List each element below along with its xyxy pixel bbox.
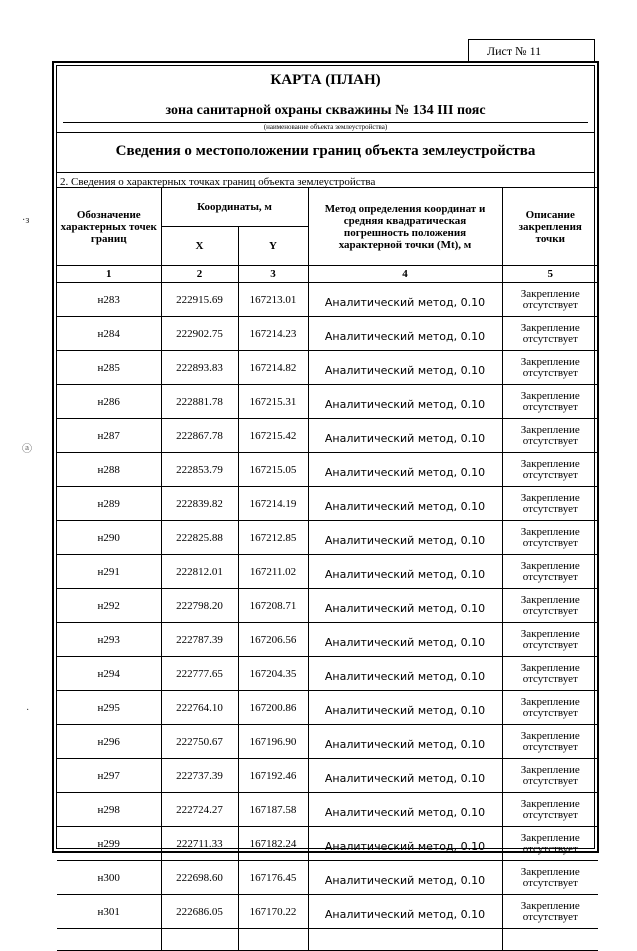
column-number: 3 (238, 266, 308, 283)
x-coordinate-cell: 222787.39 (161, 623, 238, 657)
table-row (57, 589, 598, 623)
empty-cell (161, 929, 238, 951)
method-cell: Аналитический метод, 0.10 (308, 691, 502, 725)
margin-mark: ·з (22, 215, 30, 226)
margin-mark: ⓐ (22, 444, 32, 455)
x-coordinate-cell: 222777.65 (161, 657, 238, 691)
x-coordinate-cell: 222867.78 (161, 419, 238, 453)
column-number: 4 (308, 266, 502, 283)
point-id-cell: н290 (57, 521, 161, 555)
table-row (57, 487, 598, 521)
object-name-caption: (наименование объекта землеустройства) (263, 123, 388, 131)
table-row (57, 623, 598, 657)
description-cell: Закрепление отсутствует (502, 487, 598, 521)
empty-cell (57, 929, 161, 951)
header-method: Метод определения координат и средняя квадратическая погрешность положения характерной точки (Mt), м (308, 188, 502, 266)
table-row (57, 521, 598, 555)
method-cell: Аналитический метод, 0.10 (308, 317, 502, 351)
method-cell: Аналитический метод, 0.10 (308, 589, 502, 623)
table-row (57, 725, 598, 759)
table-row (57, 793, 598, 827)
point-id-cell: н293 (57, 623, 161, 657)
y-coordinate-cell: 167215.05 (238, 453, 308, 487)
method-cell: Аналитический метод, 0.10 (308, 895, 502, 929)
x-coordinate-cell: 222711.33 (161, 827, 238, 861)
document-frame (52, 61, 599, 923)
y-coordinate-cell: 167176.45 (238, 861, 308, 895)
method-cell: Аналитический метод, 0.10 (308, 487, 502, 521)
table-row (57, 453, 598, 487)
y-coordinate-cell: 167212.85 (238, 521, 308, 555)
y-coordinate-cell: 167214.23 (238, 317, 308, 351)
point-id-cell: н283 (57, 283, 161, 317)
header-description: Описание закрепления точки (502, 188, 598, 266)
point-id-cell: н296 (57, 725, 161, 759)
column-number: 2 (161, 266, 238, 283)
divider (57, 132, 594, 133)
y-coordinate-cell: 167192.46 (238, 759, 308, 793)
table-row (57, 895, 598, 929)
method-cell: Аналитический метод, 0.10 (308, 657, 502, 691)
y-coordinate-cell: 167215.42 (238, 419, 308, 453)
table-row (57, 385, 598, 419)
column-number: 5 (502, 266, 598, 283)
y-coordinate-cell: 167187.58 (238, 793, 308, 827)
description-cell: Закрепление отсутствует (502, 283, 598, 317)
y-coordinate-cell: 167213.01 (238, 283, 308, 317)
point-id-cell: н287 (57, 419, 161, 453)
x-coordinate-cell: 222839.82 (161, 487, 238, 521)
points-table (57, 187, 598, 951)
page-title: КАРТА (ПЛАН) (270, 72, 381, 88)
method-cell: Аналитический метод, 0.10 (308, 827, 502, 861)
point-id-cell: н299 (57, 827, 161, 861)
x-coordinate-cell: 222902.75 (161, 317, 238, 351)
empty-cell (238, 929, 308, 951)
y-coordinate-cell: 167208.71 (238, 589, 308, 623)
table-row (57, 691, 598, 725)
header-point-id: Обозначение характерных точек границ (57, 188, 161, 266)
table-row (57, 419, 598, 453)
method-cell: Аналитический метод, 0.10 (308, 419, 502, 453)
table-row (57, 861, 598, 895)
x-coordinate-cell: 222750.67 (161, 725, 238, 759)
description-cell: Закрепление отсутствует (502, 725, 598, 759)
method-cell: Аналитический метод, 0.10 (308, 725, 502, 759)
method-cell: Аналитический метод, 0.10 (308, 555, 502, 589)
point-id-cell: н288 (57, 453, 161, 487)
header-x: X (161, 227, 238, 266)
method-cell: Аналитический метод, 0.10 (308, 759, 502, 793)
method-cell: Аналитический метод, 0.10 (308, 623, 502, 657)
description-cell: Закрепление отсутствует (502, 385, 598, 419)
table-row (57, 351, 598, 385)
point-id-cell: н298 (57, 793, 161, 827)
x-coordinate-cell: 222698.60 (161, 861, 238, 895)
x-coordinate-cell: 222812.01 (161, 555, 238, 589)
section-heading: Сведения о местоположении границ объекта землеустройства (115, 143, 536, 159)
point-id-cell: н284 (57, 317, 161, 351)
y-coordinate-cell: 167214.82 (238, 351, 308, 385)
sheet-number: Лист № 11 (468, 39, 595, 62)
table-row (57, 555, 598, 589)
y-coordinate-cell: 167170.22 (238, 895, 308, 929)
x-coordinate-cell: 222915.69 (161, 283, 238, 317)
description-cell: Закрепление отсутствует (502, 691, 598, 725)
y-coordinate-cell: 167211.02 (238, 555, 308, 589)
method-cell: Аналитический метод, 0.10 (308, 385, 502, 419)
point-id-cell: н297 (57, 759, 161, 793)
y-coordinate-cell: 167214.19 (238, 487, 308, 521)
point-id-cell: н294 (57, 657, 161, 691)
description-cell: Закрепление отсутствует (502, 759, 598, 793)
point-id-cell: н295 (57, 691, 161, 725)
description-cell: Закрепление отсутствует (502, 317, 598, 351)
description-cell: Закрепление отсутствует (502, 793, 598, 827)
table-row (57, 317, 598, 351)
point-id-cell: н291 (57, 555, 161, 589)
y-coordinate-cell: 167206.56 (238, 623, 308, 657)
x-coordinate-cell: 222724.27 (161, 793, 238, 827)
method-cell: Аналитический метод, 0.10 (308, 453, 502, 487)
header-coordinates: Координаты, м (161, 188, 308, 227)
description-cell: Закрепление отсутствует (502, 589, 598, 623)
method-cell: Аналитический метод, 0.10 (308, 793, 502, 827)
x-coordinate-cell: 222853.79 (161, 453, 238, 487)
x-coordinate-cell: 222893.83 (161, 351, 238, 385)
y-coordinate-cell: 167182.24 (238, 827, 308, 861)
description-cell: Закрепление отсутствует (502, 657, 598, 691)
method-cell: Аналитический метод, 0.10 (308, 861, 502, 895)
point-id-cell: н285 (57, 351, 161, 385)
margin-mark: · (26, 705, 30, 716)
description-cell: Закрепление отсутствует (502, 351, 598, 385)
empty-cell (308, 929, 502, 951)
method-cell: Аналитический метод, 0.10 (308, 521, 502, 555)
table-row (57, 759, 598, 793)
y-coordinate-cell: 167196.90 (238, 725, 308, 759)
divider (57, 172, 594, 173)
point-id-cell: н301 (57, 895, 161, 929)
description-cell: Закрепление отсутствует (502, 861, 598, 895)
method-cell: Аналитический метод, 0.10 (308, 283, 502, 317)
point-id-cell: н292 (57, 589, 161, 623)
point-id-cell: н289 (57, 487, 161, 521)
column-number: 1 (57, 266, 161, 283)
table-row (57, 657, 598, 691)
x-coordinate-cell: 222798.20 (161, 589, 238, 623)
x-coordinate-cell: 222825.88 (161, 521, 238, 555)
empty-row (57, 929, 598, 951)
x-coordinate-cell: 222686.05 (161, 895, 238, 929)
x-coordinate-cell: 222881.78 (161, 385, 238, 419)
description-cell: Закрепление отсутствует (502, 453, 598, 487)
point-id-cell: н286 (57, 385, 161, 419)
description-cell: Закрепление отсутствует (502, 623, 598, 657)
description-cell: Закрепление отсутствует (502, 419, 598, 453)
header-y: Y (238, 227, 308, 266)
description-cell: Закрепление отсутствует (502, 827, 598, 861)
x-coordinate-cell: 222737.39 (161, 759, 238, 793)
empty-cell (502, 929, 598, 951)
table-row (57, 283, 598, 317)
description-cell: Закрепление отсутствует (502, 521, 598, 555)
description-cell: Закрепление отсутствует (502, 555, 598, 589)
section-note: 2. Сведения о характерных точках границ объекта землеустройства (60, 176, 376, 188)
y-coordinate-cell: 167215.31 (238, 385, 308, 419)
point-id-cell: н300 (57, 861, 161, 895)
table-row (57, 827, 598, 861)
y-coordinate-cell: 167200.86 (238, 691, 308, 725)
description-cell: Закрепление отсутствует (502, 895, 598, 929)
x-coordinate-cell: 222764.10 (161, 691, 238, 725)
object-name: зона санитарной охраны скважины № 134 III пояс (165, 103, 486, 118)
document-body (56, 65, 595, 923)
method-cell: Аналитический метод, 0.10 (308, 351, 502, 385)
y-coordinate-cell: 167204.35 (238, 657, 308, 691)
